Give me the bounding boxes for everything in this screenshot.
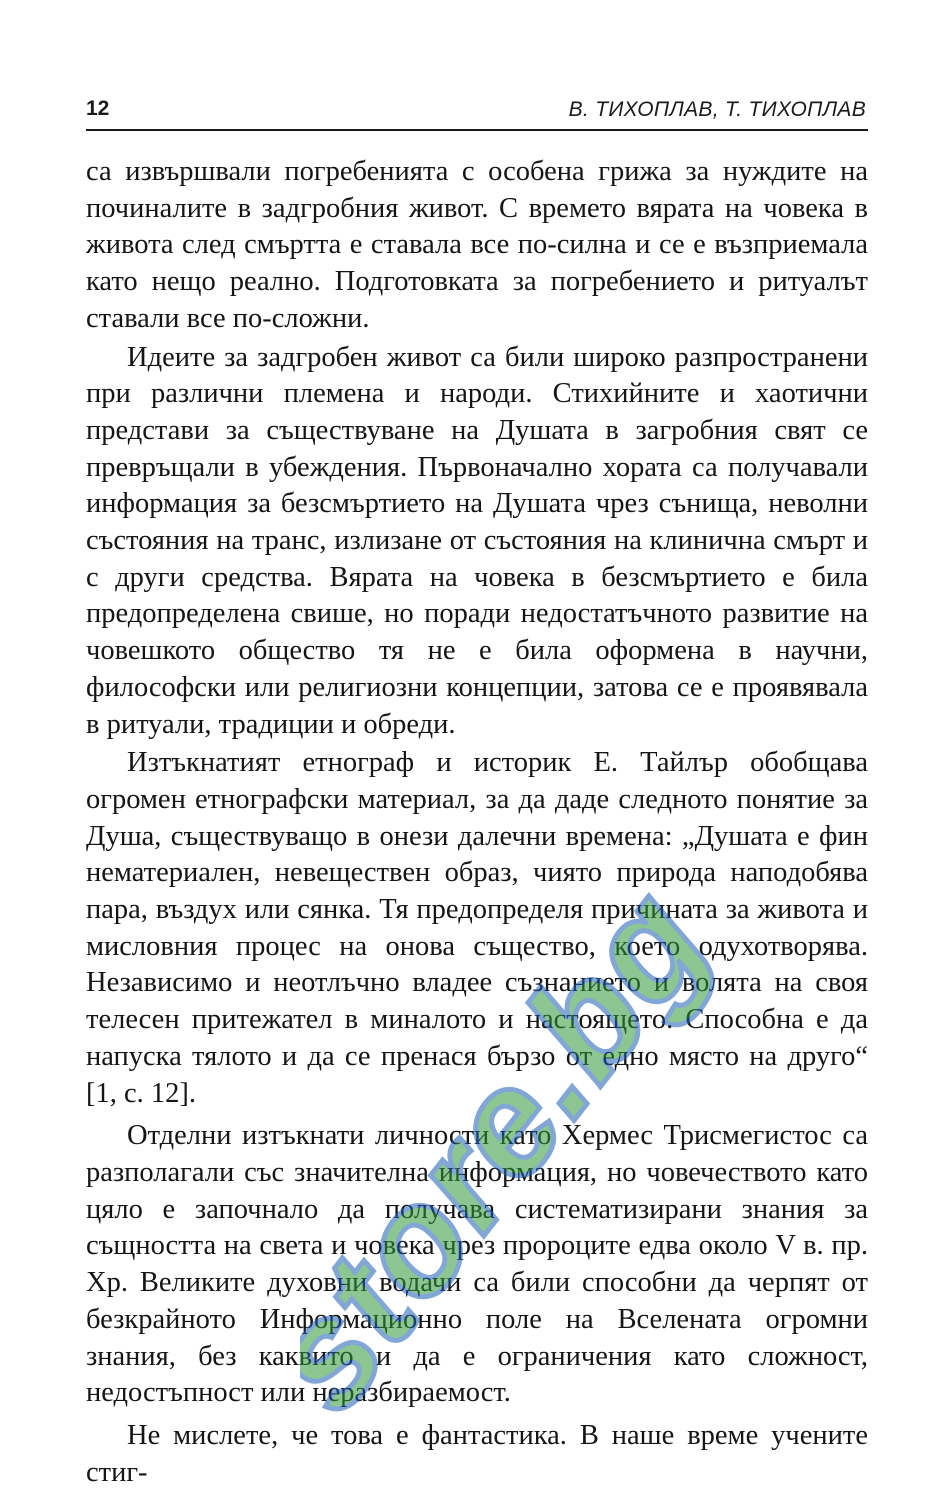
running-head-authors: В. ТИХОПЛАВ, Т. ТИХОПЛАВ bbox=[568, 98, 866, 121]
paragraph-1: са извършвали погребенията с особена грижа за нуждите на починалите в задгробния живот. С времето вярата на човека в живота след смъртта е ставала все по-силна и се е възприемала като нещо реално. Подготовката за погребението и ритуалът ставали все по-сложни. bbox=[86, 156, 868, 334]
paragraph-5: Не мислете, че това е фантастика. В наше време учените стиг- bbox=[86, 1419, 868, 1488]
paragraph-4: Отделни изтъкнати личности като Хермес Трисмегистос са разполагали със значителна информация, но човечеството като цяло е започнало да получава систематизирани знания за същността на света и човека чрез пророците едва около V в. пр. Хр. Великите духовни водачи са били способни да черпят от безкрайното Информационно поле на Вселената огромни знания, без каквито и да е ограничения като сложност, недостъпност или неразбираемост. bbox=[86, 1120, 868, 1409]
page-number: 12 bbox=[86, 97, 110, 120]
page-header bbox=[86, 95, 868, 131]
watermark-text: store.bg bbox=[300, 857, 740, 1440]
paragraph-2: Идеите за задгробен живот са били широко разпространени при различни племена и народи. Стихийните и хаотични представи за съществуване на Душата в загробния свят се превръщали в убеждения. Първоначално хората са получавали информация за безсмъртието на Душата чрез сънища, неволни състояния на транс, излизане от състояния на клинична смърт и с други средства. Вярата на човека в безсмъртието е била предопределена свише, но поради недостатъчното развитие на човешкото общество тя не е била оформена в научни, философски или религиозни концепции, затова се е проявявала в ритуали, традиции и обреди. bbox=[86, 341, 868, 740]
body-text bbox=[86, 154, 868, 1493]
paragraph-3: Изтъкнатият етнограф и историк Е. Тайлър обобщава огромен етнографски материал, за да даде следното понятие за Душа, съществуващо в онези далечни времена: „Душата е фин нематериален, невеществен образ, чиято природа наподобява пара, въздух или сянка. Тя предопределя причината за живота и мисловния процес на онова същество, което одухотворява. Независимо и неотлъчно владее съзнанието и волята на своя телесен притежател в миналото и настоящето. Способна е да напуска тялото и да се пренася бързо от едно място на друго“ [1, с. 12]. bbox=[86, 747, 868, 1109]
